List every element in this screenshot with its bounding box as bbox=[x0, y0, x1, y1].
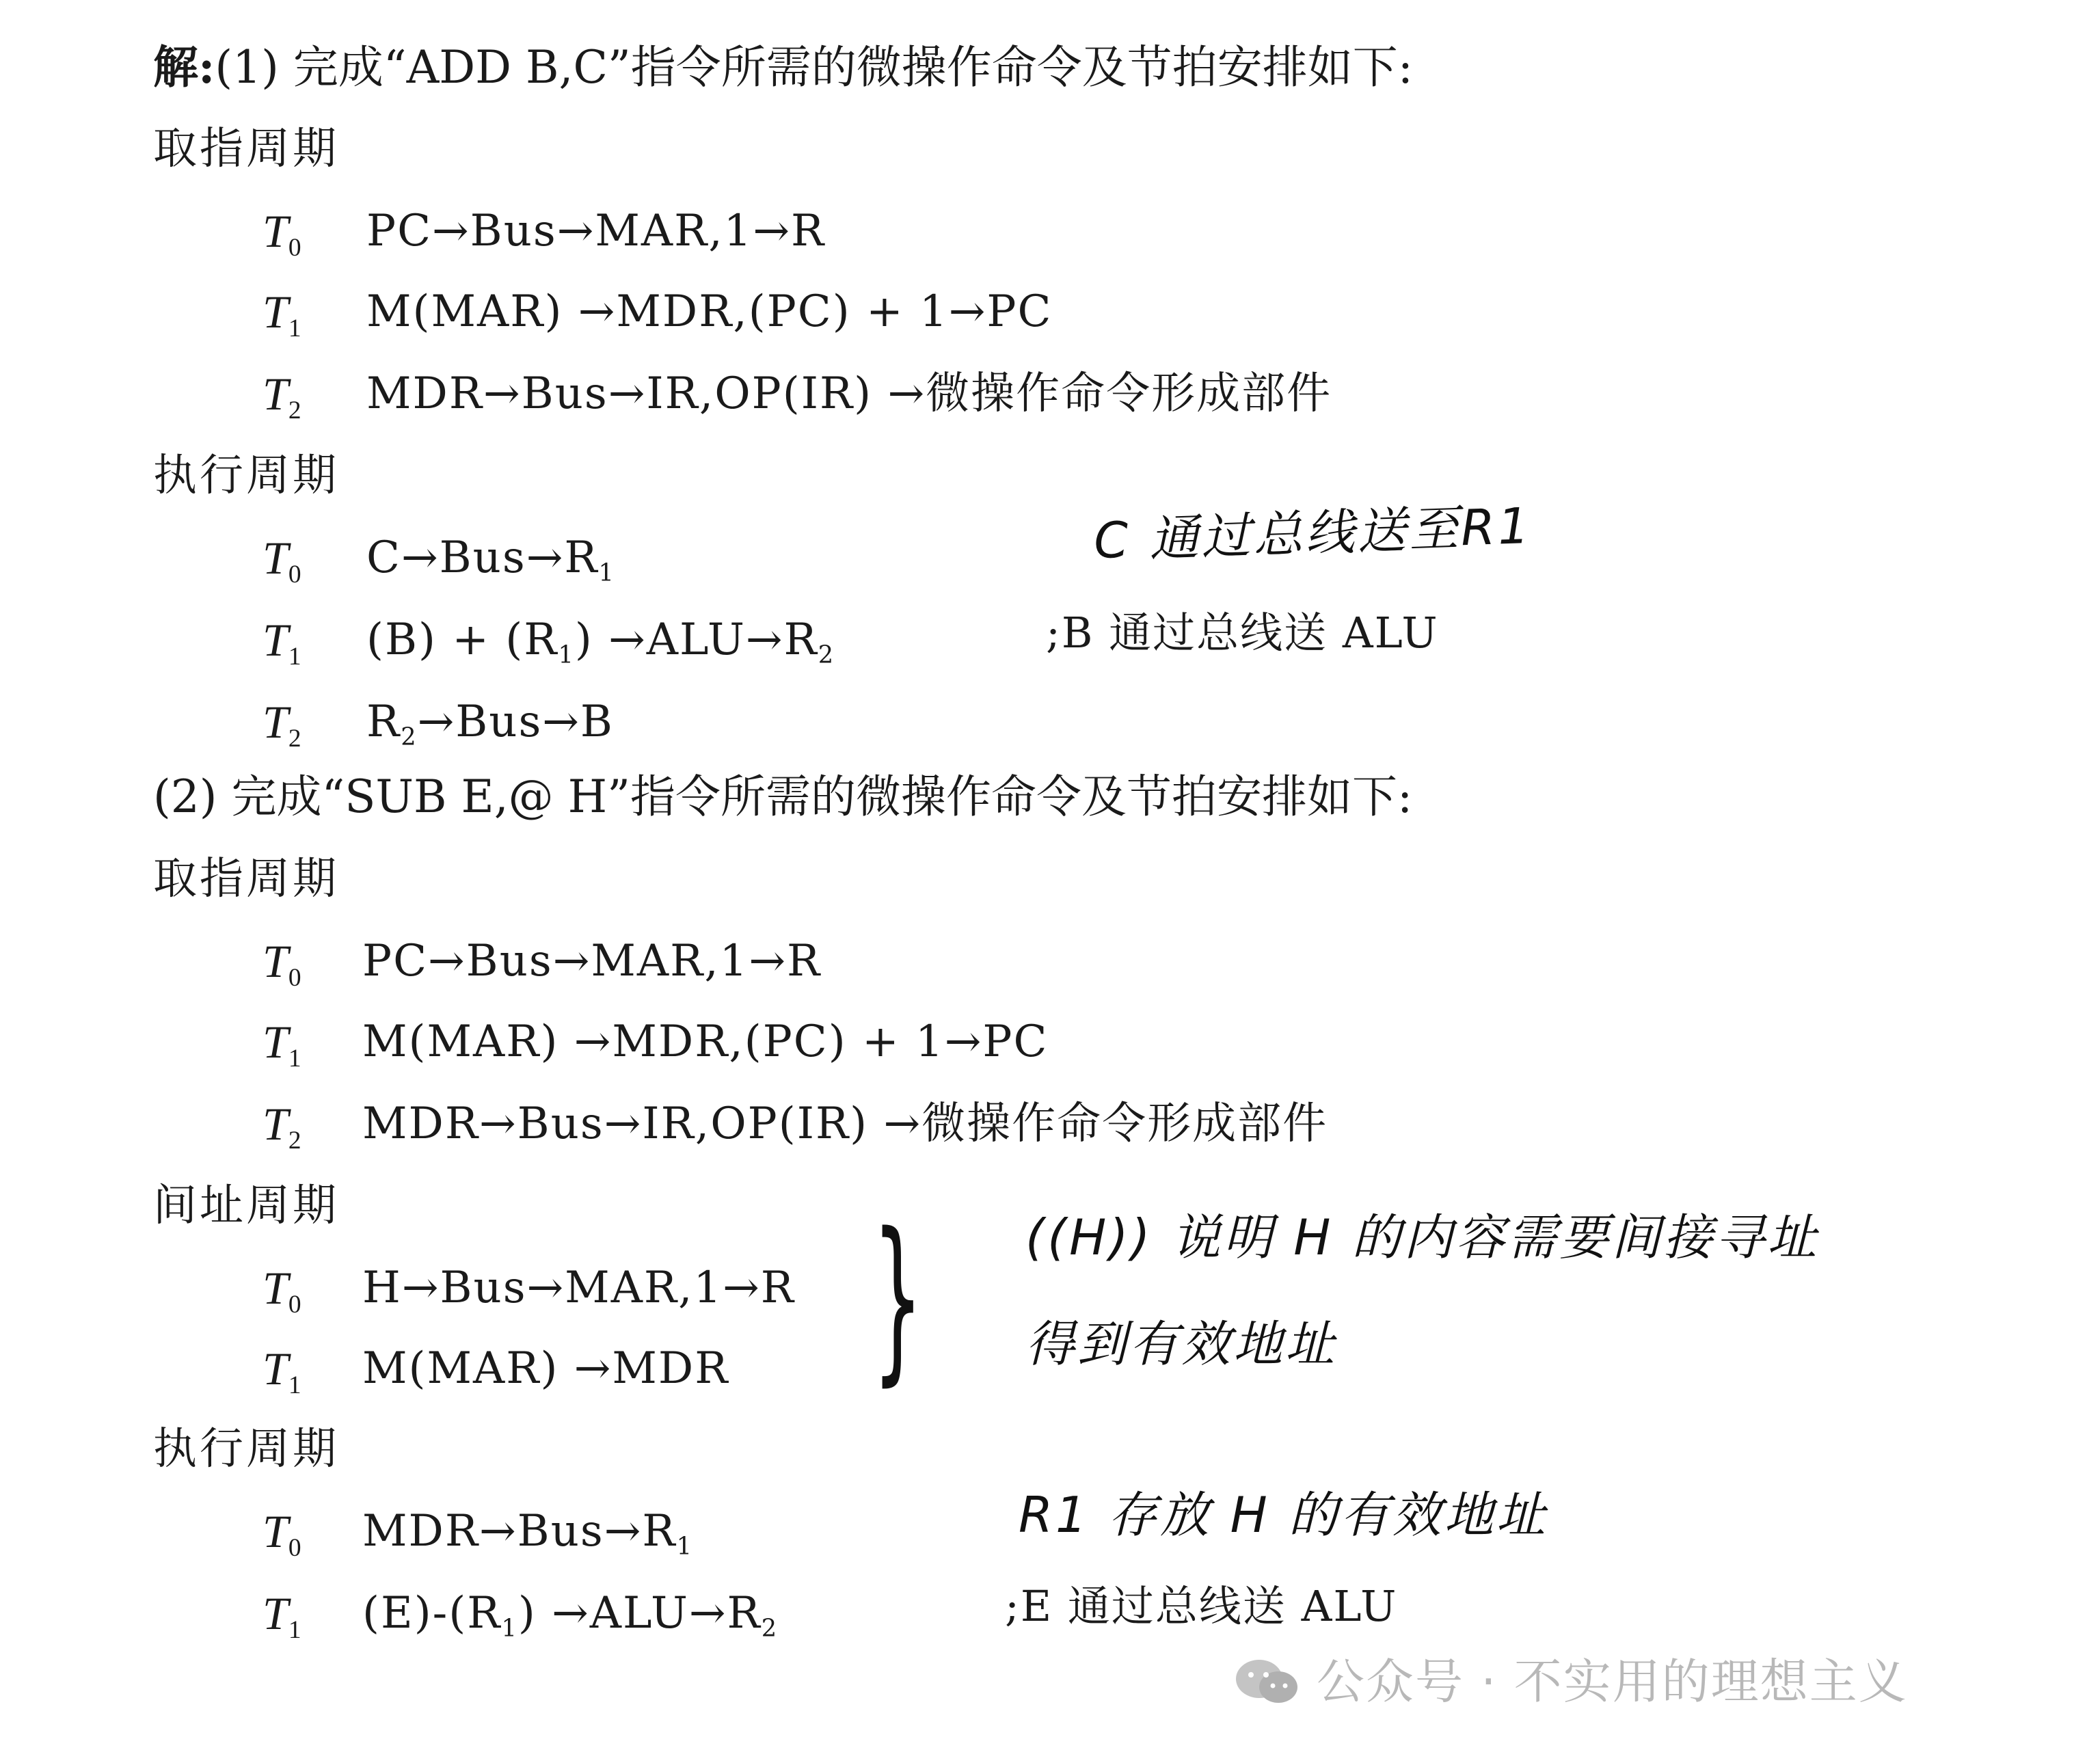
p2-fetch-t2-op: MDR→Bus→IR,OP(IR) →微操作命令形成部件 bbox=[362, 1099, 1328, 1149]
part1-title bbox=[153, 40, 1413, 95]
part2-execute-heading: 执行周期 bbox=[153, 1424, 339, 1475]
p2-handwritten-note-3: R1 存放 H 的有效地址 bbox=[1019, 1486, 1548, 1544]
p1-exec-t1-op: $(B) + (R_1) \to ALU\to R_2$ bbox=[366, 615, 835, 669]
p2-ind-t0 bbox=[262, 1261, 301, 1332]
p1-exec-comment: ;B 通过总线送 ALU bbox=[1046, 608, 1439, 658]
p2-exec-t1-op: $(E)-(R_1) \to ALU\to R_2$ bbox=[362, 1588, 779, 1643]
p1-exec-t1 bbox=[262, 612, 301, 684]
p2-ind-t1 bbox=[262, 1341, 301, 1413]
watermark-text: 公众号 · 不实用的理想主义 bbox=[1317, 1654, 1908, 1710]
p2-handwritten-note-1: ((H)) 说明 H 的内容需要间接寻址 bbox=[1025, 1209, 1820, 1266]
beat-label: $T_2$ bbox=[262, 696, 301, 753]
solution-label: 解: bbox=[153, 40, 215, 94]
beat-label: $T_1$ bbox=[262, 1343, 301, 1400]
beat-label: $T_0$ bbox=[262, 935, 301, 993]
p2-exec-t0-op: $MDR\to Bus\to R_1$ bbox=[362, 1506, 693, 1561]
p1-fetch-t1-op: M(MAR) →MDR,(PC) + 1→PC bbox=[366, 286, 1053, 337]
part2-fetch-heading: 取指周期 bbox=[153, 854, 339, 904]
part1-title-text: (1) 完成“ADD B,C”指令所需的微操作命令及节拍安排如下: bbox=[215, 41, 1414, 94]
p1-handwritten-note: C 通过总线送至R1 bbox=[1092, 496, 1533, 570]
p2-handwritten-note-2: 得到有效地址 bbox=[1025, 1315, 1338, 1373]
p1-exec-t0 bbox=[262, 530, 301, 602]
p1-exec-t2-op: $R_2\to Bus\to B$ bbox=[366, 697, 614, 751]
handwritten-brace: } bbox=[872, 1196, 924, 1402]
p2-fetch-t0-op: PC→Bus→MAR,1→R bbox=[362, 936, 822, 986]
beat-label: $T_1$ bbox=[262, 1587, 301, 1645]
beat-label: $T_0$ bbox=[262, 532, 301, 589]
p1-fetch-t0 bbox=[262, 204, 301, 275]
p2-fetch-t0 bbox=[262, 934, 301, 1006]
p2-fetch-t1-op: M(MAR) →MDR,(PC) + 1→PC bbox=[362, 1017, 1049, 1067]
p1-fetch-t2 bbox=[262, 366, 301, 438]
p2-exec-t1 bbox=[262, 1586, 301, 1658]
part1-fetch-heading: 取指周期 bbox=[153, 124, 339, 174]
p1-exec-t2 bbox=[262, 695, 301, 766]
part2-indirect-heading: 间址周期 bbox=[153, 1181, 339, 1231]
part2-title: (2) 完成“SUB E,@ H”指令所需的微操作命令及节拍安排如下: bbox=[153, 770, 1413, 823]
watermark bbox=[1230, 1654, 1908, 1709]
p1-exec-t0-op: $C\to Bus\to R_1$ bbox=[366, 533, 615, 587]
p2-ind-t1-op: M(MAR) →MDR bbox=[362, 1343, 729, 1394]
p2-exec-comment: ;E 通过总线送 ALU bbox=[1005, 1581, 1398, 1631]
p2-fetch-t1 bbox=[262, 1014, 301, 1086]
p2-ind-t0-op: H→Bus→MAR,1→R bbox=[362, 1263, 795, 1313]
part1-execute-heading: 执行周期 bbox=[153, 450, 339, 501]
p1-fetch-t2-op: MDR→Bus→IR,OP(IR) →微操作命令形成部件 bbox=[366, 368, 1332, 419]
beat-label: $T_2$ bbox=[262, 368, 301, 425]
wechat-icon bbox=[1230, 1654, 1306, 1709]
p2-fetch-t2 bbox=[262, 1096, 301, 1168]
beat-label: $T_0$ bbox=[262, 1505, 301, 1563]
beat-label: $T_1$ bbox=[262, 1016, 301, 1073]
beat-label: $T_0$ bbox=[262, 1262, 301, 1319]
p1-fetch-t0-op: PC→Bus→MAR,1→R bbox=[366, 206, 826, 256]
beat-label: $T_2$ bbox=[262, 1098, 301, 1155]
beat-label: $T_1$ bbox=[262, 286, 301, 343]
p2-exec-t0 bbox=[262, 1504, 301, 1576]
p1-fetch-t1 bbox=[262, 284, 301, 356]
beat-label: $T_0$ bbox=[262, 205, 301, 262]
beat-label: $T_1$ bbox=[262, 614, 301, 671]
